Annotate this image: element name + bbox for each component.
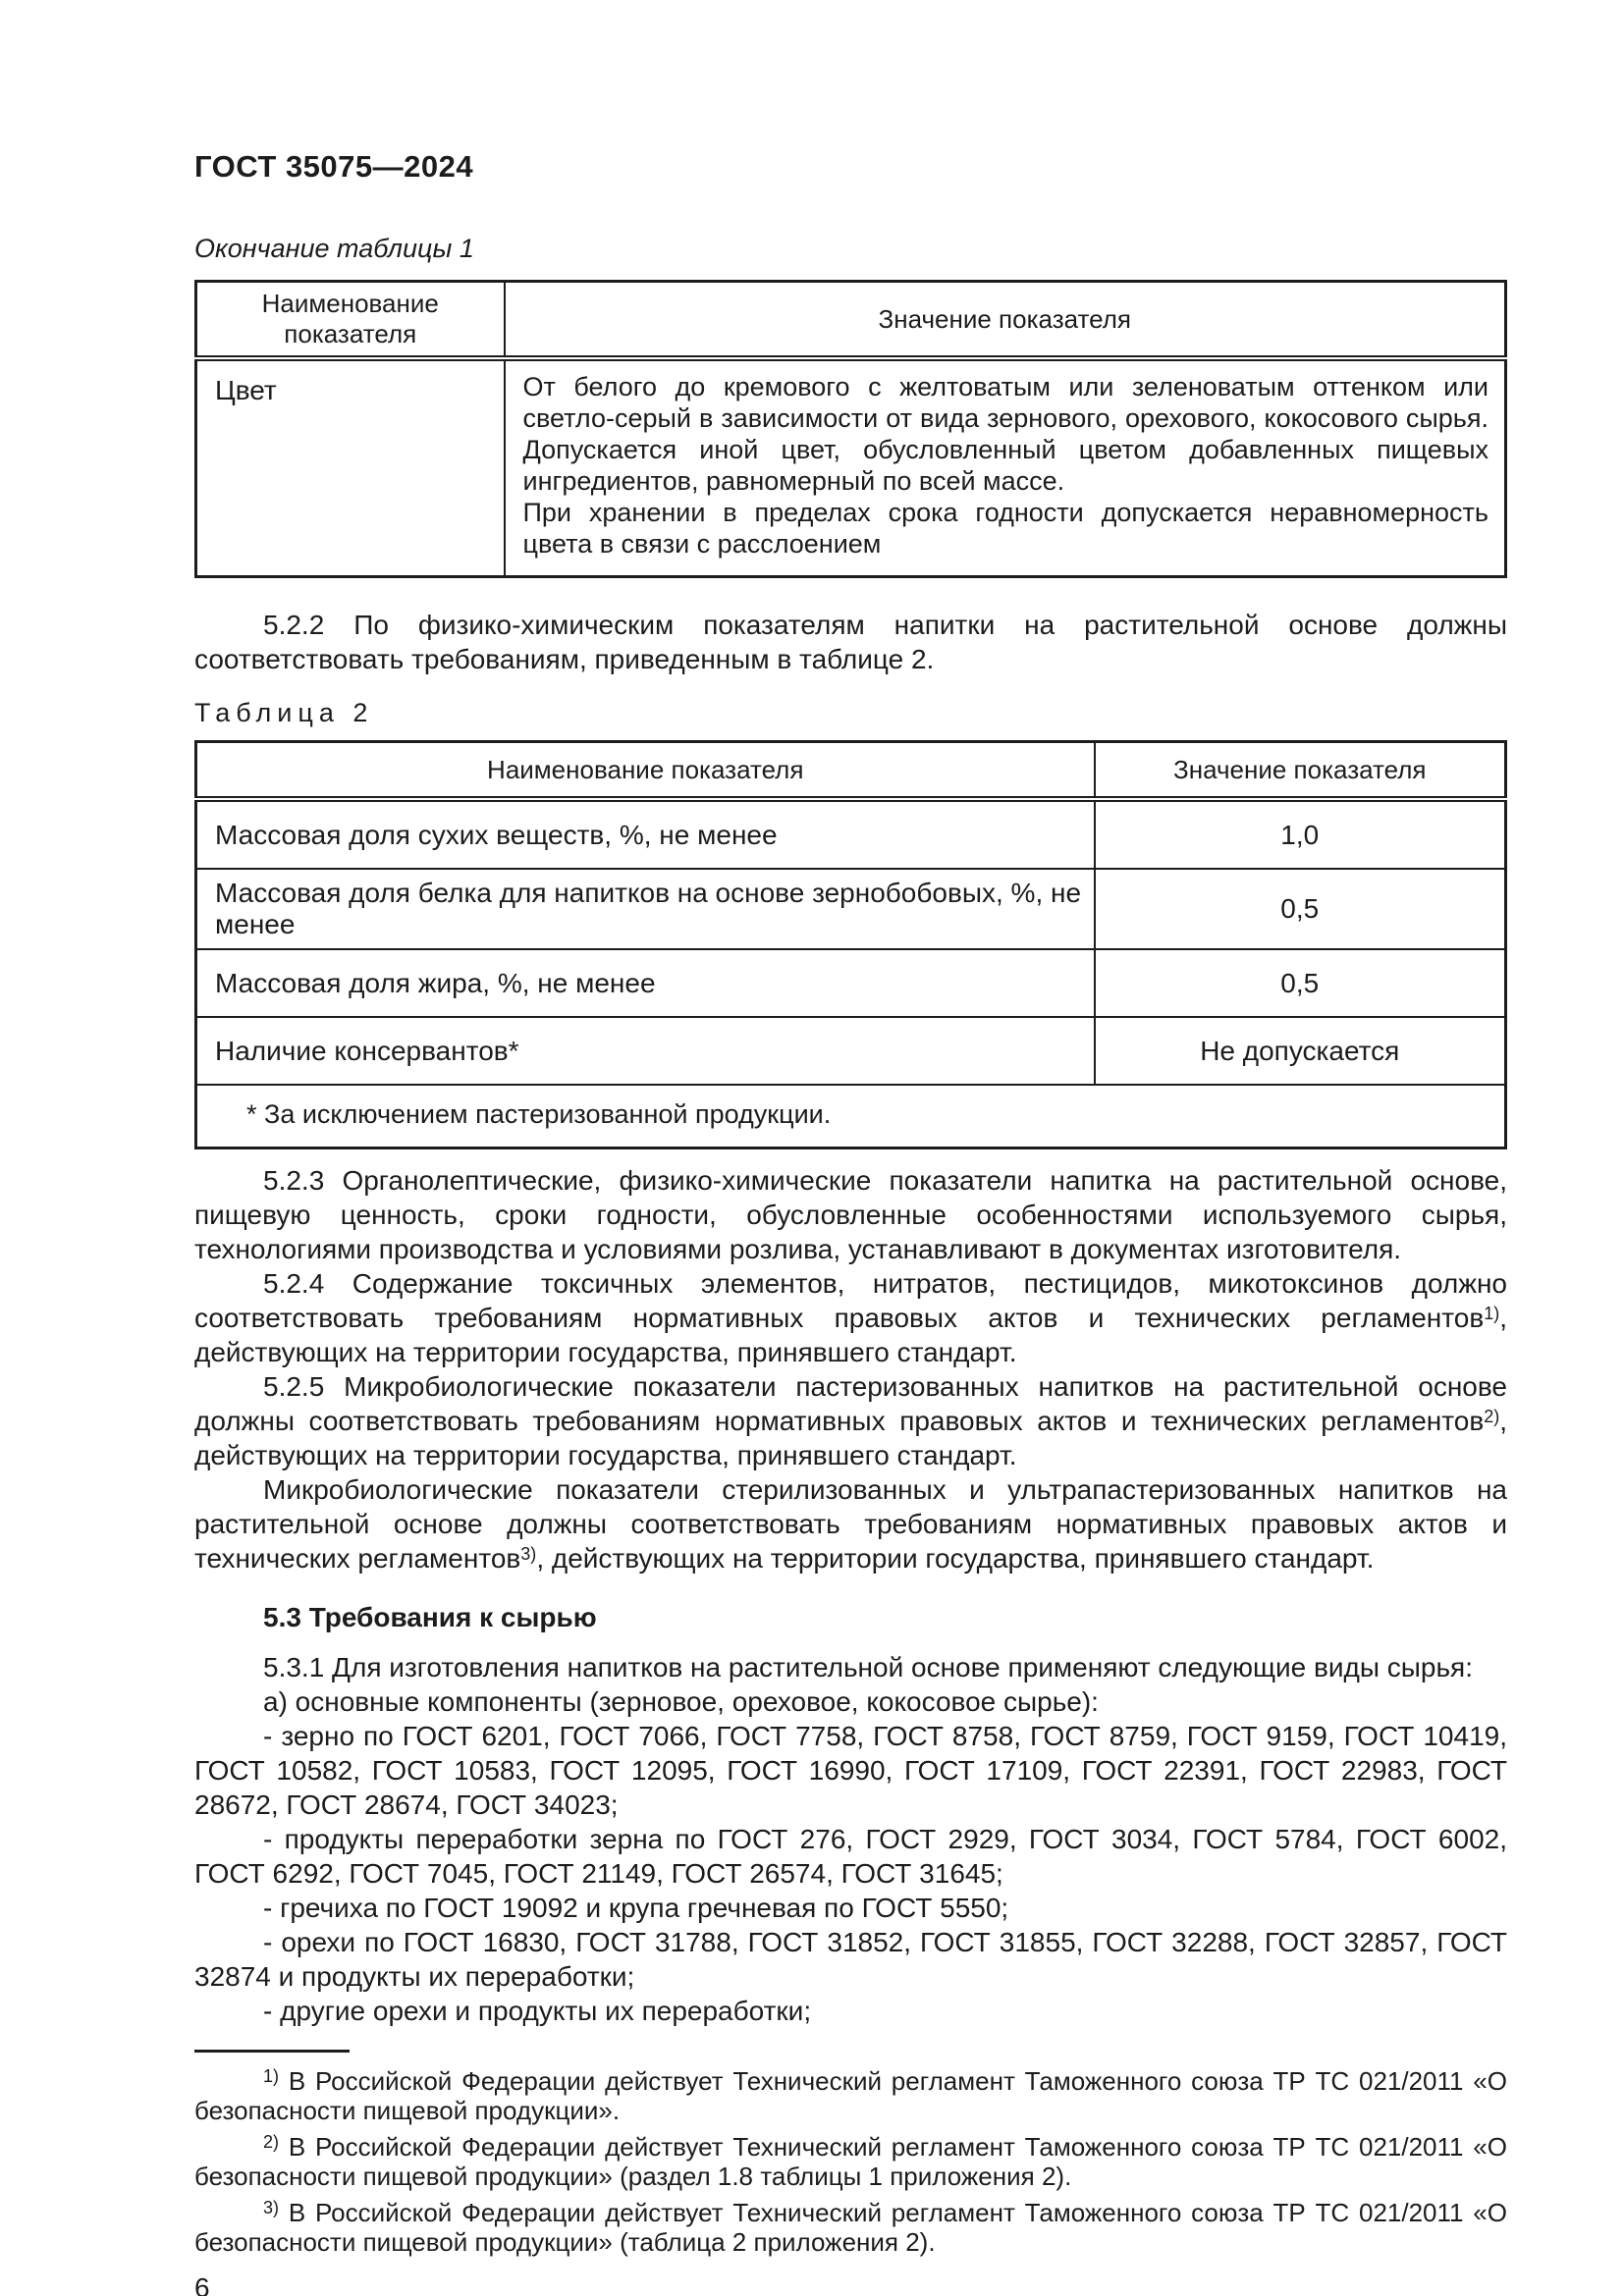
footnote-2 [194,2132,1507,2191]
footnote-3-marker: 3) [263,2198,280,2217]
table1-indicator-value [505,358,1506,577]
footnote-3-text: В Российской Федерации действует Технический регламент Таможенного союза ТР ТС 021/2011 «О безопасности пищевой продукции» (таблица 2 приложения 2). [194,2198,1507,2257]
table2-label: Таблица 2 [194,698,374,727]
table2-header-row [196,742,1506,800]
paragraph-5-2-2: 5.2.2 По физико-химическим показателям напитки на растительной основе должны соответствовать требованиям, приведенным в таблице 2. [194,610,1507,674]
table2 [194,740,1507,1149]
paragraph-microbiological-text: Микробиологические показатели стерилизованных и ультрапастеризованных напитков на растительной основе должны соответствовать требованиям нормативных правовых актов и технических регламентов [194,1474,1507,1574]
table-row [196,1017,1506,1085]
paragraph-5-3-1: 5.3.1 Для изготовления напитков на растительной основе применяют следующие виды сырья: [263,1652,1473,1682]
paragraph-5-2-4 [194,1266,1507,1369]
table-row [196,799,1506,869]
paragraph-5-2-5-tail: , действующих на территории государства, принявшего стандарт. [194,1406,1507,1470]
table-row [196,869,1506,949]
table1-continuation-caption: Окончание таблицы 1 [194,234,474,263]
table1-col2-header: Значение показателя [505,282,1506,359]
standard-code-header: ГОСТ 35075—2024 [194,149,474,184]
table2-row1-name: Массовая доля сухих веществ, %, не менее [196,799,1095,869]
table2-col1-header: Наименование показателя [196,742,1095,800]
table1-indicator-name: Цвет [196,358,505,577]
paragraph-5-2-5 [194,1369,1507,1472]
page-number: 6 [194,2272,210,2296]
paragraph-5-2-5-text: 5.2.5 Микробиологические показатели пастеризованных напитков на растительной основе должны соответствовать требованиям нормативных правовых актов и технических регламентов [194,1371,1507,1436]
footnote-1-marker: 1) [263,2066,280,2086]
section-heading-5-3: 5.3 Требования к сырью [263,1602,597,1632]
footnote-1 [194,2066,1507,2125]
footnote-ref-1: 1) [1484,1304,1500,1323]
list-item-grain-products: - продукты переработки зерна по ГОСТ 276, ГОСТ 2929, ГОСТ 3034, ГОСТ 5784, ГОСТ 6002, ГОСТ 6292, ГОСТ 7045, ГОСТ 21149, ГОСТ 26574, ГОСТ 31645; [194,1824,1507,1889]
table1-header-row [196,282,1506,359]
table2-footnote-row [196,1085,1506,1148]
footnote-3 [194,2198,1507,2257]
table2-footnote: * За исключением пастеризованной продукции. [196,1085,1506,1148]
table2-row2-value: 0,5 [1095,869,1506,949]
footnote-2-marker: 2) [263,2132,280,2152]
table1 [194,280,1507,578]
footnote-1-text: В Российской Федерации действует Технический регламент Таможенного союза ТР ТС 021/2011 «О безопасности пищевой продукции». [194,2066,1507,2125]
table2-row4-name: Наличие консервантов* [196,1017,1095,1085]
list-item-nuts: - орехи по ГОСТ 16830, ГОСТ 31788, ГОСТ 31852, ГОСТ 31855, ГОСТ 32288, ГОСТ 32857, ГОСТ 32874 и продукты их переработки; [194,1927,1507,1992]
table2-row3-name: Массовая доля жира, %, не менее [196,949,1095,1017]
footnote-separator [194,2050,350,2053]
table2-row4-value: Не допускается [1095,1017,1506,1085]
list-item-other-nuts: - другие орехи и продукты их переработки; [263,1996,812,2026]
table2-row2-name: Массовая доля белка для напитков на основе зернобобовых, %, не менее [196,869,1095,949]
list-item-buckwheat: - гречиха по ГОСТ 19092 и крупа гречневая по ГОСТ 5550; [263,1893,1009,1923]
paragraph-5-2-4-tail: , действующих на территории государства, принявшего стандарт. [194,1303,1507,1367]
footnote-ref-3: 3) [520,1544,537,1564]
table1-value-paragraph-2: При хранении в пределах срока годности допускается неравномерность цвета в связи с расслоением [522,498,1489,559]
paragraph-item-a: а) основные компоненты (зерновое, ореховое, кокосовое сырье): [263,1686,1099,1717]
body-text-block [194,1163,1507,2028]
table1-value-paragraph-1: От белого до кремового с желтоватым или зеленоватым оттенком или светло-серый в зависимости от вида зернового, орехового, кокосового сырья. Допускается иной цвет, обусловленный цветом добавленных пищевых ингредиентов, равномерный по всей массе. [522,372,1489,496]
paragraph-5-2-4-text: 5.2.4 Содержание токсичных элементов, нитратов, пестицидов, микотоксинов должно соответствовать требованиям нормативных правовых актов и технических регламентов [194,1268,1507,1333]
table1-col1-header: Наименование показателя [196,282,505,359]
footnote-2-text: В Российской Федерации действует Технический регламент Таможенного союза ТР ТС 021/2011 «О безопасности пищевой продукции» (раздел 1.8 таблицы 1 приложения 2). [194,2132,1507,2191]
paragraph-microbiological [194,1472,1507,1575]
table-row [196,949,1506,1017]
list-item-grain: - зерно по ГОСТ 6201, ГОСТ 7066, ГОСТ 7758, ГОСТ 8758, ГОСТ 8759, ГОСТ 9159, ГОСТ 10419, ГОСТ 10582, ГОСТ 10583, ГОСТ 12095, ГОСТ 16990, ГОСТ 17109, ГОСТ 22391, ГОСТ 22983, ГОСТ 28672, ГОСТ 28674, ГОСТ 34023; [194,1721,1507,1820]
page-content [194,0,1507,2296]
table1-row-color [196,358,1506,577]
table2-row1-value: 1,0 [1095,799,1506,869]
footnote-ref-2: 2) [1484,1407,1500,1426]
table2-col2-header: Значение показателя [1095,742,1506,800]
paragraph-microbiological-tail: , действующих на территории государства, принявшего стандарт. [536,1543,1375,1574]
table2-row3-value: 0,5 [1095,949,1506,1017]
paragraph-5-2-3: 5.2.3 Органолептические, физико-химические показатели напитка на растительной основе, пищевую ценность, сроки годности, обусловленные особенностями используемого сырья, технологиями производства и условиями розлива, устанавливают в документах изготовителя. [194,1165,1507,1264]
